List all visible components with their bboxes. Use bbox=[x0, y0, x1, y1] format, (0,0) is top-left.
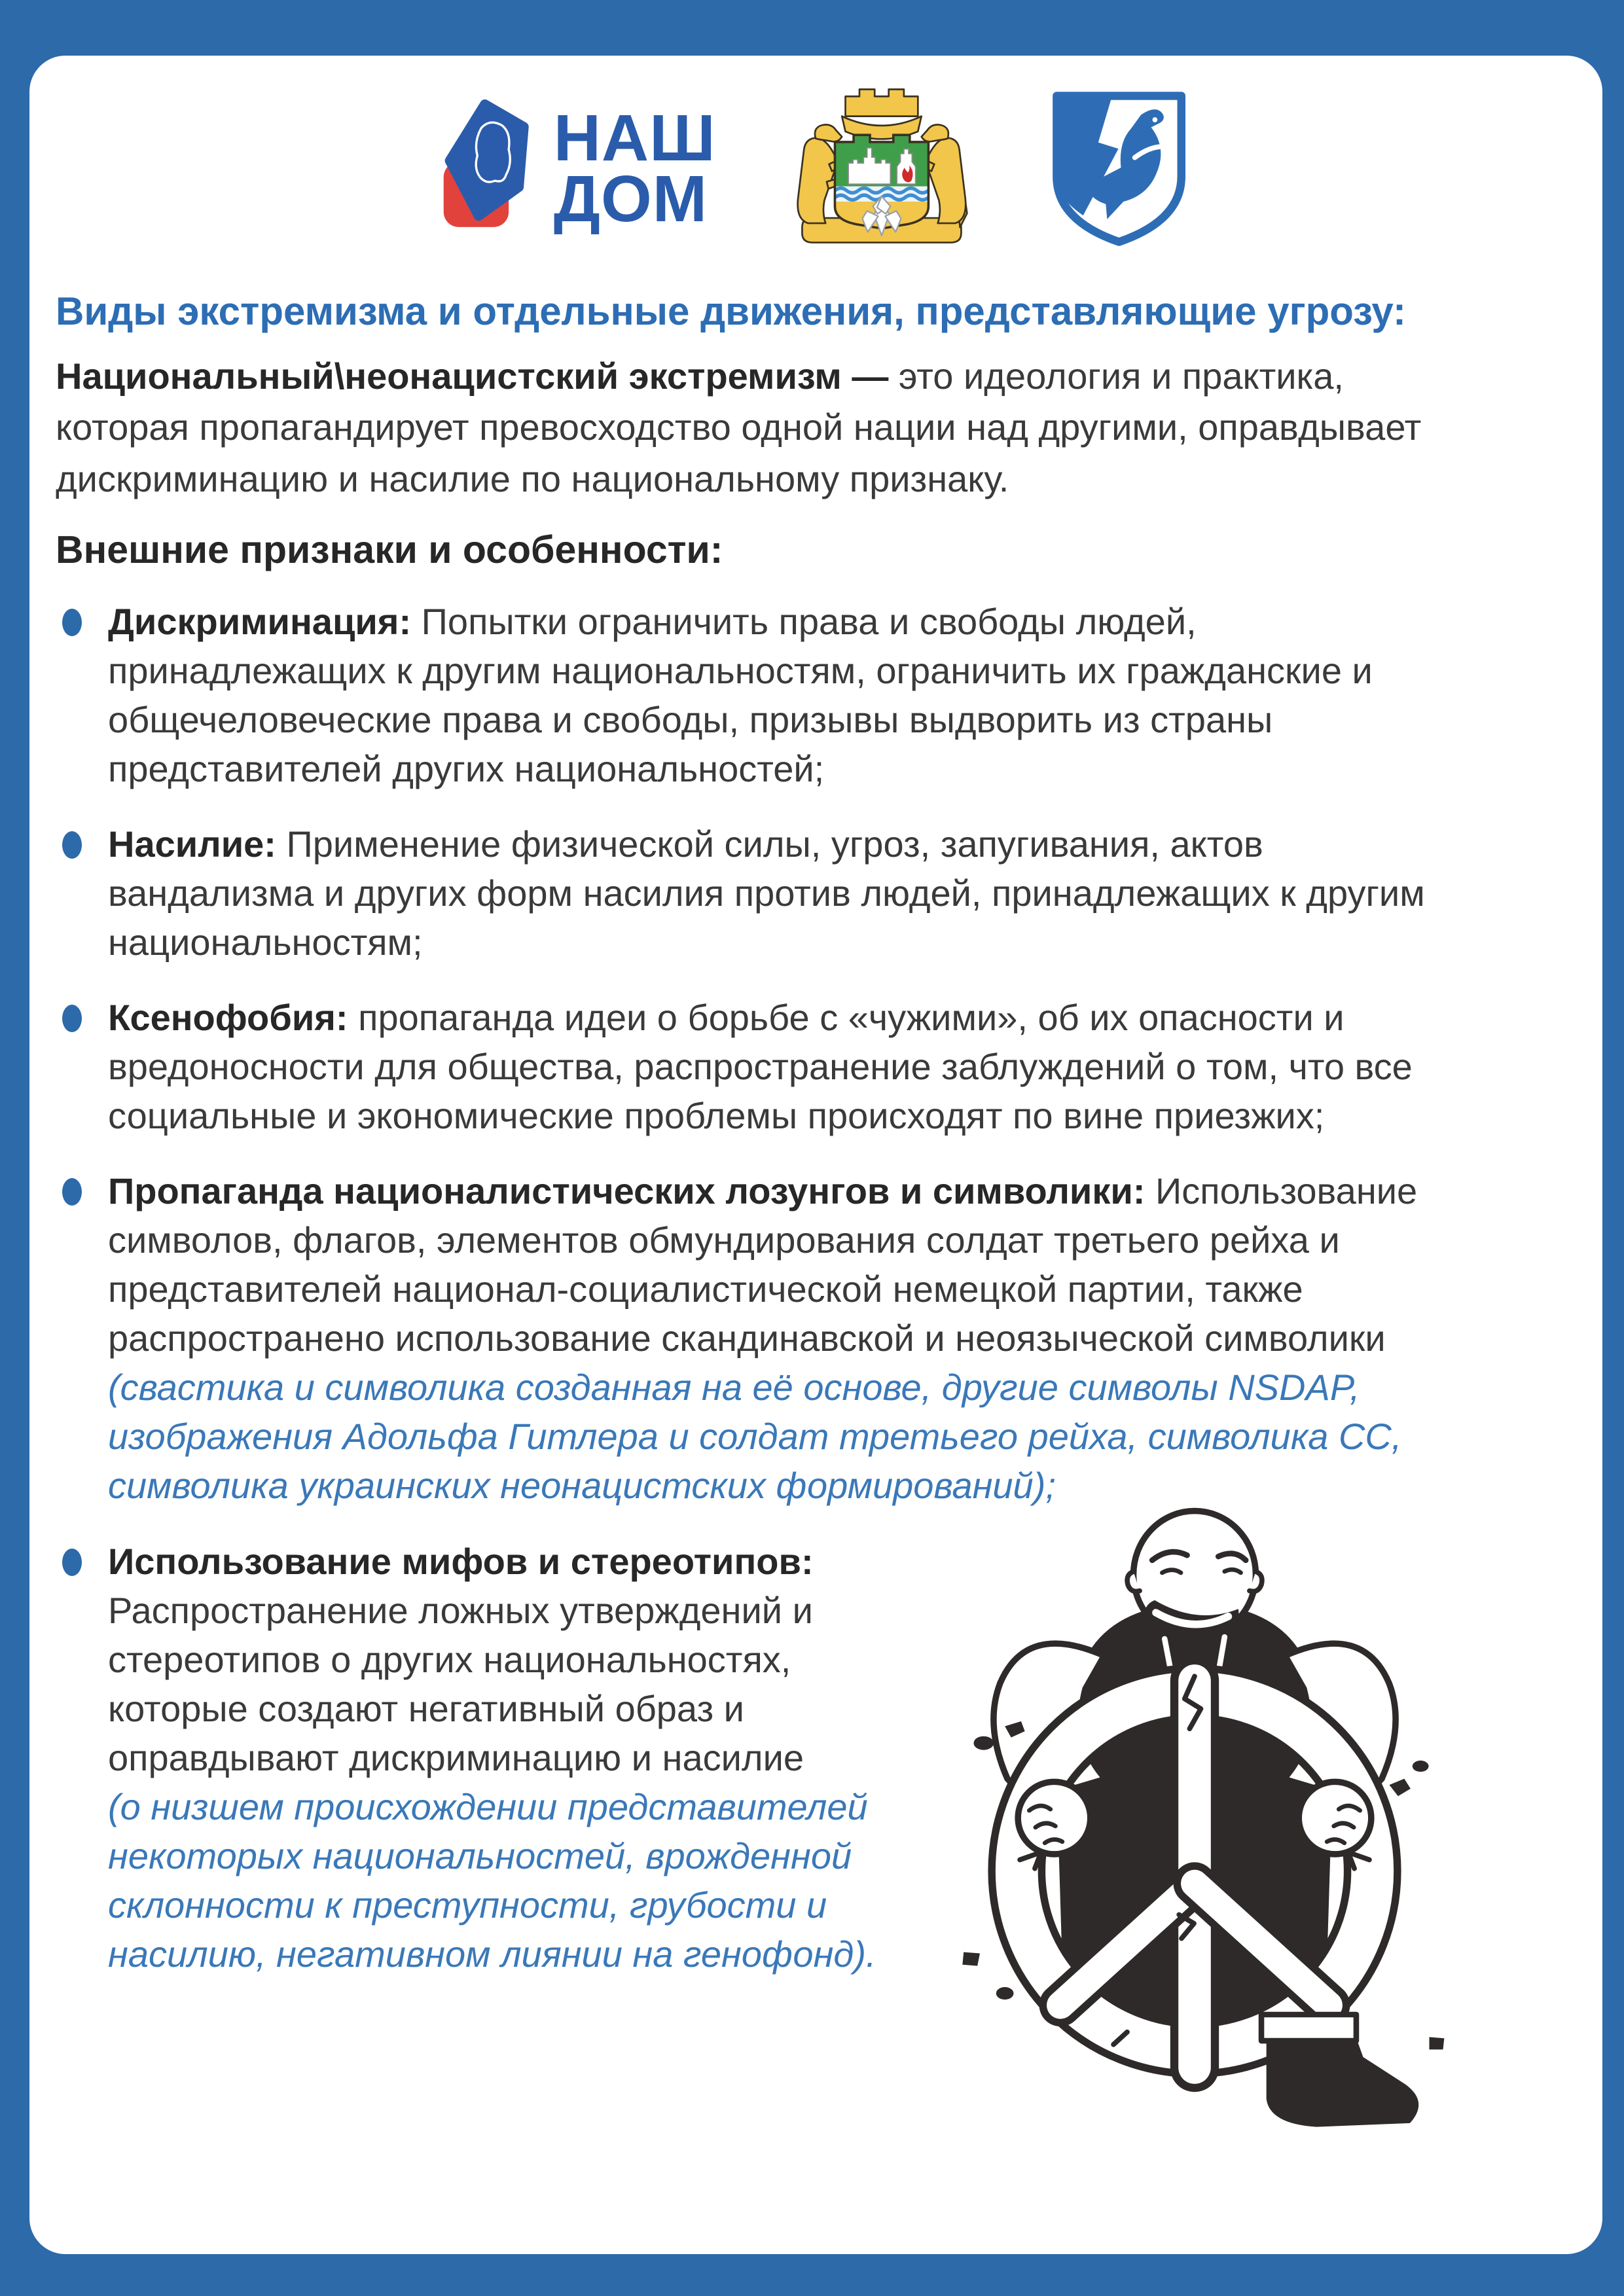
nash-dom-wordmark bbox=[553, 101, 716, 236]
yekaterinburg-coat-of-arms-icon bbox=[788, 81, 975, 257]
features-list bbox=[56, 597, 1456, 1979]
item-note: (о низшем происхождении представителей некоторых национальностей, врожденной склонности к преступности, грубости и насилию, негативном лиянии на генофонд). bbox=[108, 1785, 876, 1975]
item-lead: Использование мифов и стереотипов: bbox=[108, 1540, 814, 1582]
item-text: Использование символов, флагов, элементов обмундирования солдат третьего рейха и представителей национал-социалистической немецкой партии, также распространено использование скандинавской и неоязыческой символики bbox=[108, 1170, 1418, 1359]
skinhead-breaking-peace-symbol-illustration bbox=[926, 1478, 1463, 2145]
bullet-marker bbox=[62, 1549, 82, 1576]
nash-dom-word-2: ДОМ bbox=[553, 162, 708, 236]
bullet-marker bbox=[62, 831, 82, 859]
intro-lead: Национальный\неонацистский экстремизм — bbox=[56, 355, 889, 397]
list-item-myths-stereotypes bbox=[56, 1537, 1456, 1979]
page-frame bbox=[29, 56, 1602, 2254]
item-text: Попытки ограничить права и свободы людей, принадлежащих к другим национальностям, ограничить их гражданские и общечеловеческие права и свободы, призывы выдворить из страны представителей других национальностей; bbox=[108, 600, 1373, 790]
list-item-symbols-propaganda bbox=[56, 1166, 1456, 1510]
bullet-marker bbox=[62, 1005, 82, 1032]
item-text: Распространение ложных утверждений и стереотипов о других национальностях, которые создают негативный образ и оправдывают дискриминацию и насилие bbox=[108, 1589, 813, 1778]
bullet-marker bbox=[62, 609, 82, 636]
nash-dom-logo bbox=[440, 98, 715, 239]
intro-text: это идеология и практика, которая пропагандирует превосходство одной нации над другими, оправдывает дискриминацию и насилие по национальному признаку. bbox=[56, 355, 1422, 499]
list-item-discrimination bbox=[56, 597, 1456, 793]
item-lead: Дискриминация: bbox=[108, 600, 412, 642]
list-item-xenophobia bbox=[56, 993, 1456, 1140]
nash-dom-word-1: НАШ bbox=[553, 101, 716, 175]
bullet-marker bbox=[62, 1178, 82, 1206]
logos-row bbox=[29, 85, 1602, 252]
intro-paragraph bbox=[56, 351, 1456, 505]
item-body bbox=[108, 1537, 900, 1979]
content-area bbox=[29, 288, 1602, 1979]
house-map-icon bbox=[440, 98, 533, 239]
list-item-violence bbox=[56, 819, 1456, 967]
item-lead: Пропаганда националистических лозунгов и символики: bbox=[108, 1170, 1146, 1212]
item-lead: Насилие: bbox=[108, 823, 276, 865]
item-lead: Ксенофобия: bbox=[108, 997, 348, 1039]
item-note: (свастика и символика созданная на её основе, другие символы NSDAP, изображения Адольфа Гитлера и солдат третьего рейха, символика СС, символика украинских неонацистских формирований); bbox=[108, 1367, 1402, 1507]
section-subtitle: Внешние признаки и особенности: bbox=[56, 528, 723, 572]
item-text: пропаганда идеи о борьбе с «чужими», об их опасности и вредоносности для общества, распространение заблуждений о том, что все социальные и экономические проблемы происходят по вине приезжих; bbox=[108, 997, 1413, 1137]
item-text: Применение физической силы, угроз, запугивания, актов вандализма и других форм насилия против людей, принадлежащих к другим национальностям; bbox=[108, 823, 1425, 963]
peace-dove-shield-icon bbox=[1047, 87, 1191, 251]
page-title: Виды экстремизма и отдельные движения, представляющие угрозу: bbox=[56, 289, 1406, 333]
